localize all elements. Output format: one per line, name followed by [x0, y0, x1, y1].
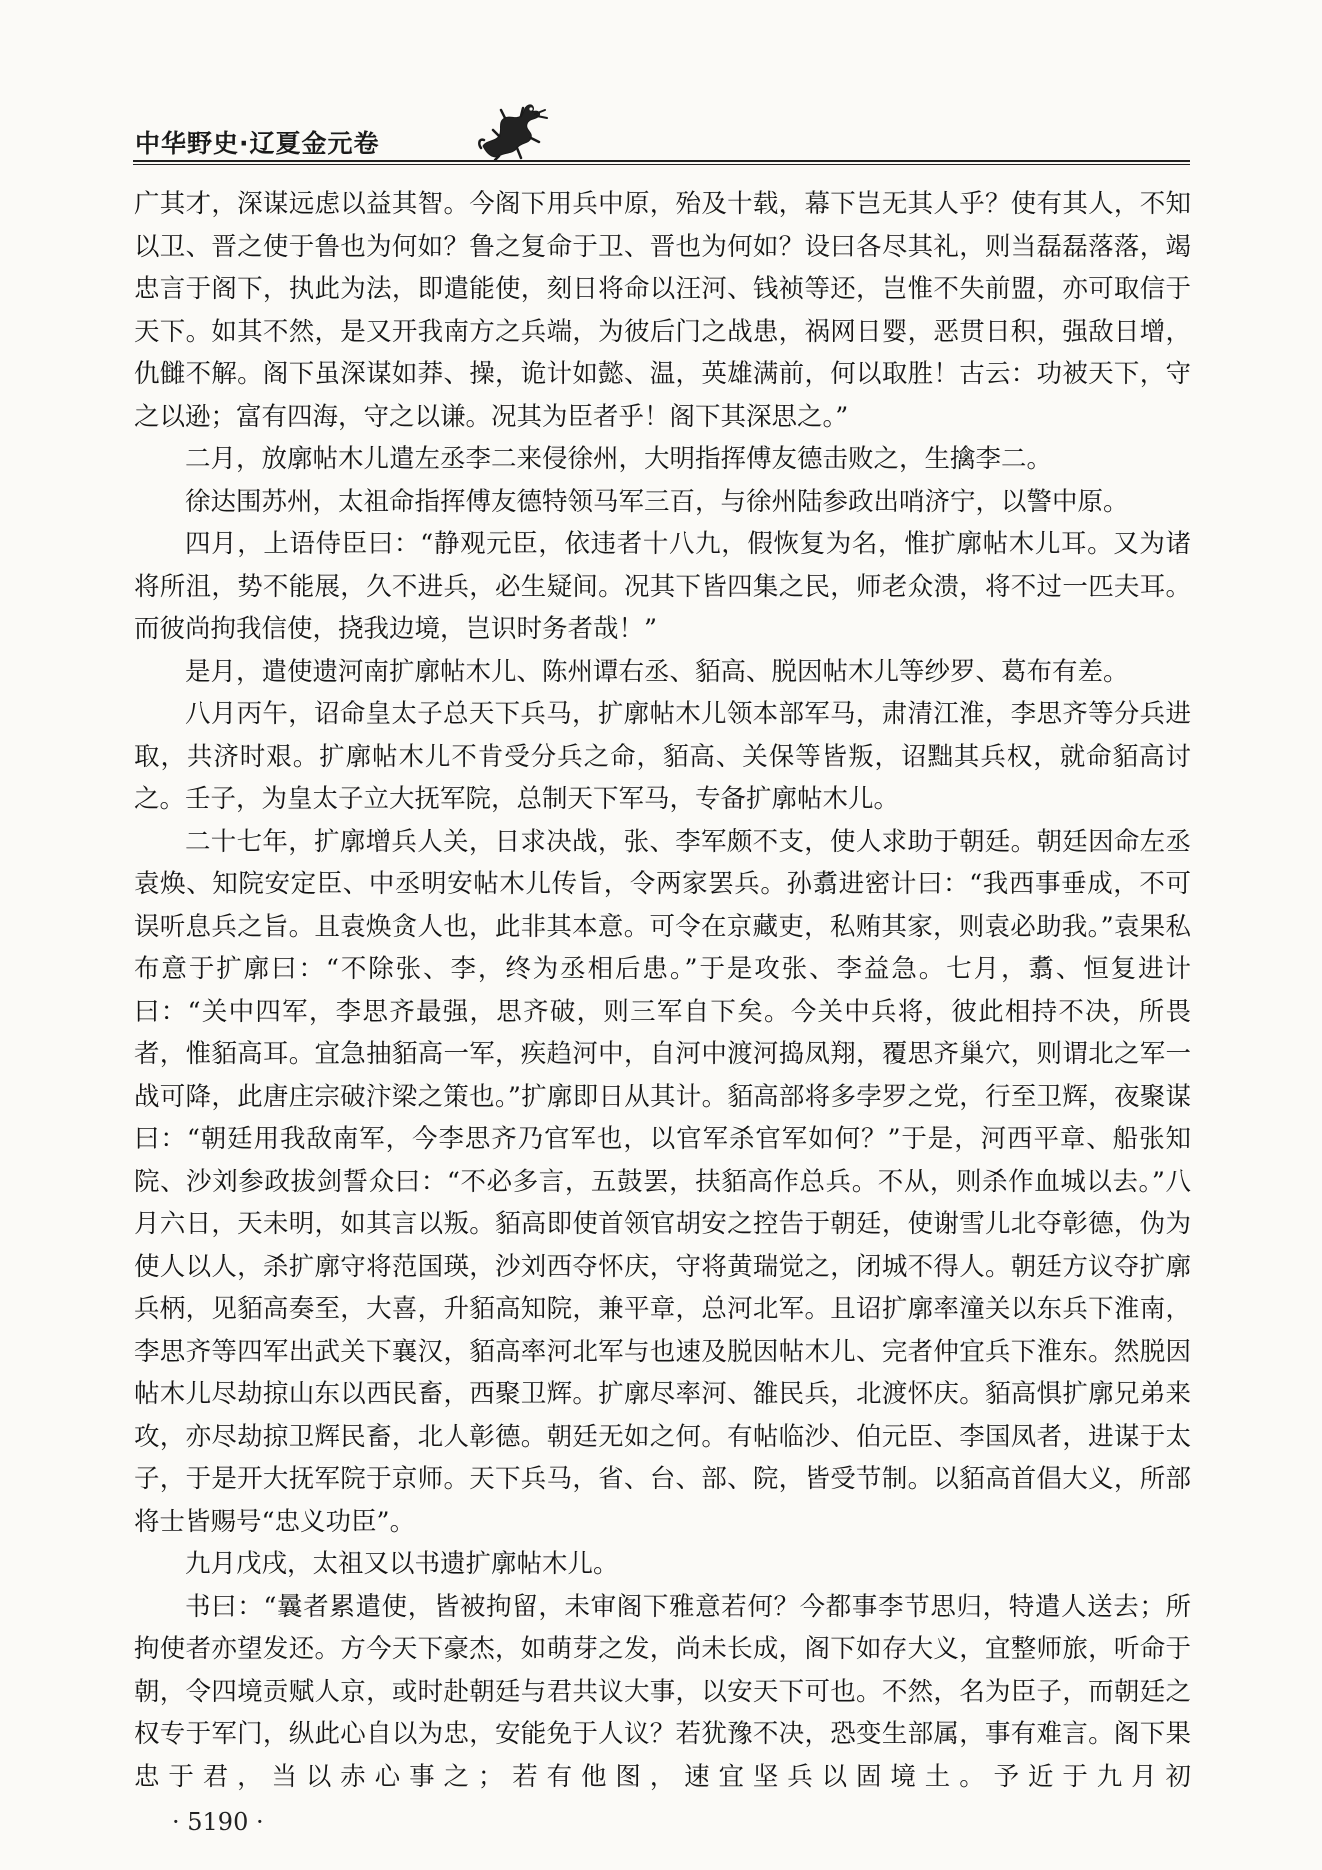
body-text: [134, 183, 1191, 1798]
header-rule: [133, 160, 1190, 165]
paragraph: 广其才，深谋远虑以益其智。今阁下用兵中原，殆及十载，幕下岂无其人乎？使有其人，不知以卫、晋之使于鲁也为何如？鲁之复命于卫、晋也为何如？设曰各尽其礼，则当磊磊落落，竭忠言于阁下，执此为法，即遣能使，刻日将命以汪河、钱祯等还，岂惟不失前盟，亦可取信于天下。如其不然，是又开我南方之兵端，为彼后门之战患，祸网日婴，恶贯日积，强敌日增，仇雠不解。阁下虽深谋如莽、操，诡计如懿、温，英雄满前，何以取胜！古云：功被天下，守之以逊；富有四海，守之以谦。况其为臣者乎！阁下其深思之。”: [134, 189, 1191, 432]
paragraph: 八月丙午，诏命皇太子总天下兵马，扩廓帖木儿领本部军马，肃清江淮，李思齐等分兵进取，共济时艰。扩廓帖木儿不肯受分兵之命，貊高、关保等皆叛，诏黜其兵权，就命貊高讨之。壬子，为皇太子立大抚军院，总制天下军马，专备扩廓帖木儿。: [134, 699, 1191, 814]
running-header: [133, 100, 1190, 162]
paragraph: 徐达围苏州，太祖命指挥傅友德特领马军三百，与徐州陆参政出哨济宁，以警中原。: [185, 486, 1129, 517]
paragraph: 九月戊戌，太祖又以书遗扩廓帖木儿。: [185, 1549, 619, 1579]
paragraph: 四月，上语侍臣曰：“静观元臣，依违者十八九，假恢复为名，惟扩廓帖木儿耳。又为诸将所沮，势不能展，久不进兵，必生疑间。况其下皆四集之民，师老众溃，将不过一匹夫耳。而彼尚拘我信使，挠我边境，岂识时务者哉！”: [134, 529, 1191, 644]
page-number: · 5190 ·: [172, 1808, 264, 1836]
book-title: 中华野史·辽夏金元卷: [135, 129, 380, 158]
paragraph: 书曰：“曩者累遣使，皆被拘留，未审阁下雅意若何？今都事李节思归，特遣人送去；所拘使者亦望发还。方今天下豪杰，如萌芽之发，尚未长成，阁下如存大义，宜整师旅，听命于朝，令四境贡赋人京，或时赴朝廷与君共议大事，以安天下可也。不然，名为臣子，而朝廷之权专于军门，纵此心自以为忠，安能免于人议？若犹豫不决，恐变生部属，事有难言。阁下果忠于君，当以赤心事之；若有他图，速宜坚兵以固境土。予近于九月初: [134, 1591, 1191, 1792]
paragraph: 二月，放廓帖木儿遣左丞李二来侵徐州，大明指挥傅友德击败之，生擒李二。: [185, 444, 1053, 474]
paragraph: 二十七年，扩廓增兵人关，日求决战，张、李军颇不支，使人求助于朝廷。朝廷因命左丞袁焕、知院安定臣、中丞明安帖木儿传旨，令两家罢兵。孙翥进密计曰：“我西事垂成，不可误听息兵之旨。且袁焕贪人也，此非其本意。可令在京藏吏，私贿其家，则袁必助我。”袁果私布意于扩廓曰：“不除张、李，终为丞相后患。”于是攻张、李益急。七月，翥、恒复进计曰：“关中四军，李思齐最强，思齐破，则三军自下矣。今关中兵将，彼此相持不决，所畏者，惟貊高耳。宜急抽貊高一军，疾趋河中，自河中渡河捣凤翔，覆思齐巢穴，则谓北之军一战可降，此唐庄宗破汴梁之策也。”扩廓即日从其计。貊高部将多孛罗之党，行至卫辉，夜聚谋曰：“朝廷用我敌南军，今李思齐乃官军也，以官军杀官军如何？”于是，河西平章、船张知院、沙刘参政拔剑誓众曰：“不必多言，五鼓罢，扶貊高作总兵。不从，则杀作血城以去。”八月六日，天未明，如其言以叛。貊高即使首领官胡安之控告于朝廷，使谢雪儿北夺彰德，伪为使人以人，杀扩廓守将范国瑛，沙刘西夺怀庆，守将黄瑞觉之，闭城不得人。朝廷方议夺扩廓兵柄，见貊高奏至，大喜，升貊高知院，兼平章，总河北军。且诏扩廓率潼关以东兵下淮南，李思齐等四军出武关下襄汉，貊高率河北军与也速及脱因帖木儿、完者仲宜兵下淮东。然脱因帖木儿尽劫掠山东以西民畜，西聚卫辉。扩廓尽率河、雒民兵，北渡怀庆。貊高惧扩廓兄弟来攻，亦尽劫掠卫辉民畜，北人彰德。朝廷无如之何。有帖临沙、伯元臣、李国凤者，进谋于太子，于是开大抚军院于京师。天下兵马，省、台、部、院，皆受节制。以貊高首倡大义，所部将士皆赐号“忠义功臣”。: [134, 826, 1191, 1537]
paragraph: 是月，遣使遗河南扩廓帖木儿、陈州谭右丞、貊高、脱因帖木儿等纱罗、葛布有差。: [185, 656, 1129, 687]
dragon-icon: [475, 100, 555, 162]
